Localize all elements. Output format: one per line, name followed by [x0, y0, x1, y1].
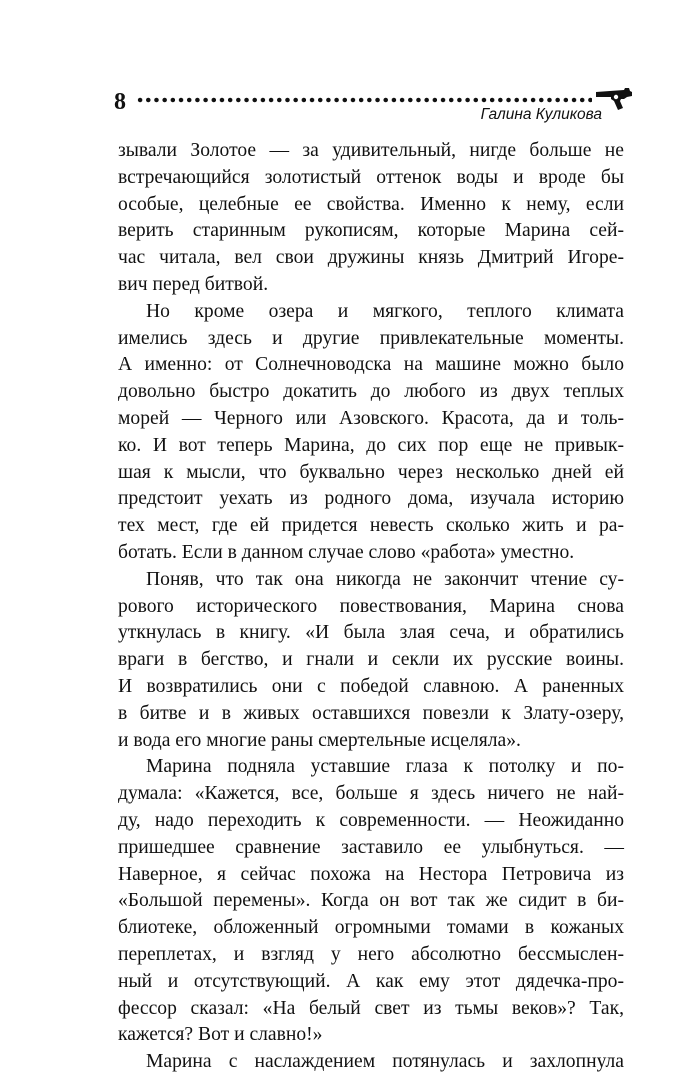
text-line: ботать. Если в данном случае слово «работа» уместно.: [118, 541, 575, 563]
running-header: [114, 82, 632, 126]
text-line: час читала, вел свои дружины князь Дмитрий Игоре-: [118, 247, 624, 269]
text-line: вич перед битвой.: [118, 273, 269, 295]
text-line: в битве и в живых оставшихся повезли к Злату-озеру,: [118, 702, 624, 724]
text-line: Поняв, что так она никогда не закончит чтение су-: [146, 568, 624, 590]
text-line: «Большой перемены». Когда он вот так же сидит в би-: [118, 890, 624, 912]
text-line: встречающийся золотистый оттенок воды и вроде бы: [118, 166, 624, 188]
page-number: 8: [114, 89, 126, 115]
text-line: И возвратились они с победой славною. А раненных: [118, 675, 624, 697]
text-line: ду, надо переходить к современности. — Неожиданно: [118, 809, 624, 831]
text-line: кажется? Вот и славно!»: [118, 1024, 323, 1046]
text-line: Марина с наслаждением потянулась и захлопнула: [146, 1051, 624, 1073]
text-line: фессор сказал: «На белый свет из тьмы веков»? Так,: [118, 997, 624, 1019]
text-line: враги в бегство, и гнали и секли их русские воины.: [118, 649, 624, 671]
text-line: Наверное, я сейчас похожа на Нестора Петровича из: [118, 863, 624, 885]
text-line: предстоит уехать из родного дома, изучала историю: [118, 488, 624, 510]
text-line: ко. И вот теперь Марина, до сих пор еще не привык-: [118, 434, 624, 456]
dotted-rule: [136, 97, 592, 103]
text-line: морей — Черного или Азовского. Красота, да и толь-: [118, 407, 624, 429]
text-line: думала: «Кажется, все, больше я здесь ничего не най-: [118, 783, 624, 805]
text-line: Марина подняла уставшие глаза к потолку и по-: [146, 756, 624, 778]
text-line: А именно: от Солнечноводска на машине можно было: [118, 354, 624, 376]
text-line: переплетах, и взгляд у него абсолютно бессмыслен-: [118, 943, 624, 965]
text-line: зывали Золотое — за удивительный, нигде больше не: [118, 140, 624, 161]
text-line: ный и отсутствующий. А как ему этот дядечка-про-: [118, 970, 624, 992]
text-line: имелись здесь и другие привлекательные моменты.: [118, 327, 624, 349]
text-line: довольно быстро докатить до любого из двух теплых: [118, 381, 624, 403]
text-line: Но кроме озера и мягкого, теплого климата: [146, 300, 624, 322]
text-line: шая к мысли, что буквально через несколько дней ей: [118, 461, 624, 483]
text-line: блиотеке, обложенный огромными томами в кожаных: [118, 917, 624, 939]
text-line: уткнулась в книгу. «И была злая сеча, и обратились: [118, 622, 624, 644]
text-line: рового исторического повествования, Марина снова: [118, 595, 624, 617]
text-line: и вода его многие раны смертельные исцеляла».: [118, 729, 521, 751]
text-line: особые, целебные ее свойства. Именно к нему, если: [118, 193, 624, 215]
text-line: тех мест, где ей придется невесть сколько жить и ра-: [118, 515, 624, 537]
text-line: пришедшее сравнение заставило ее улыбнуться. —: [118, 836, 624, 858]
text-line: верить старинным рукописям, которые Марина сей-: [118, 220, 624, 242]
author-name: Галина Куликова: [480, 106, 602, 123]
body-text: [118, 138, 624, 1076]
